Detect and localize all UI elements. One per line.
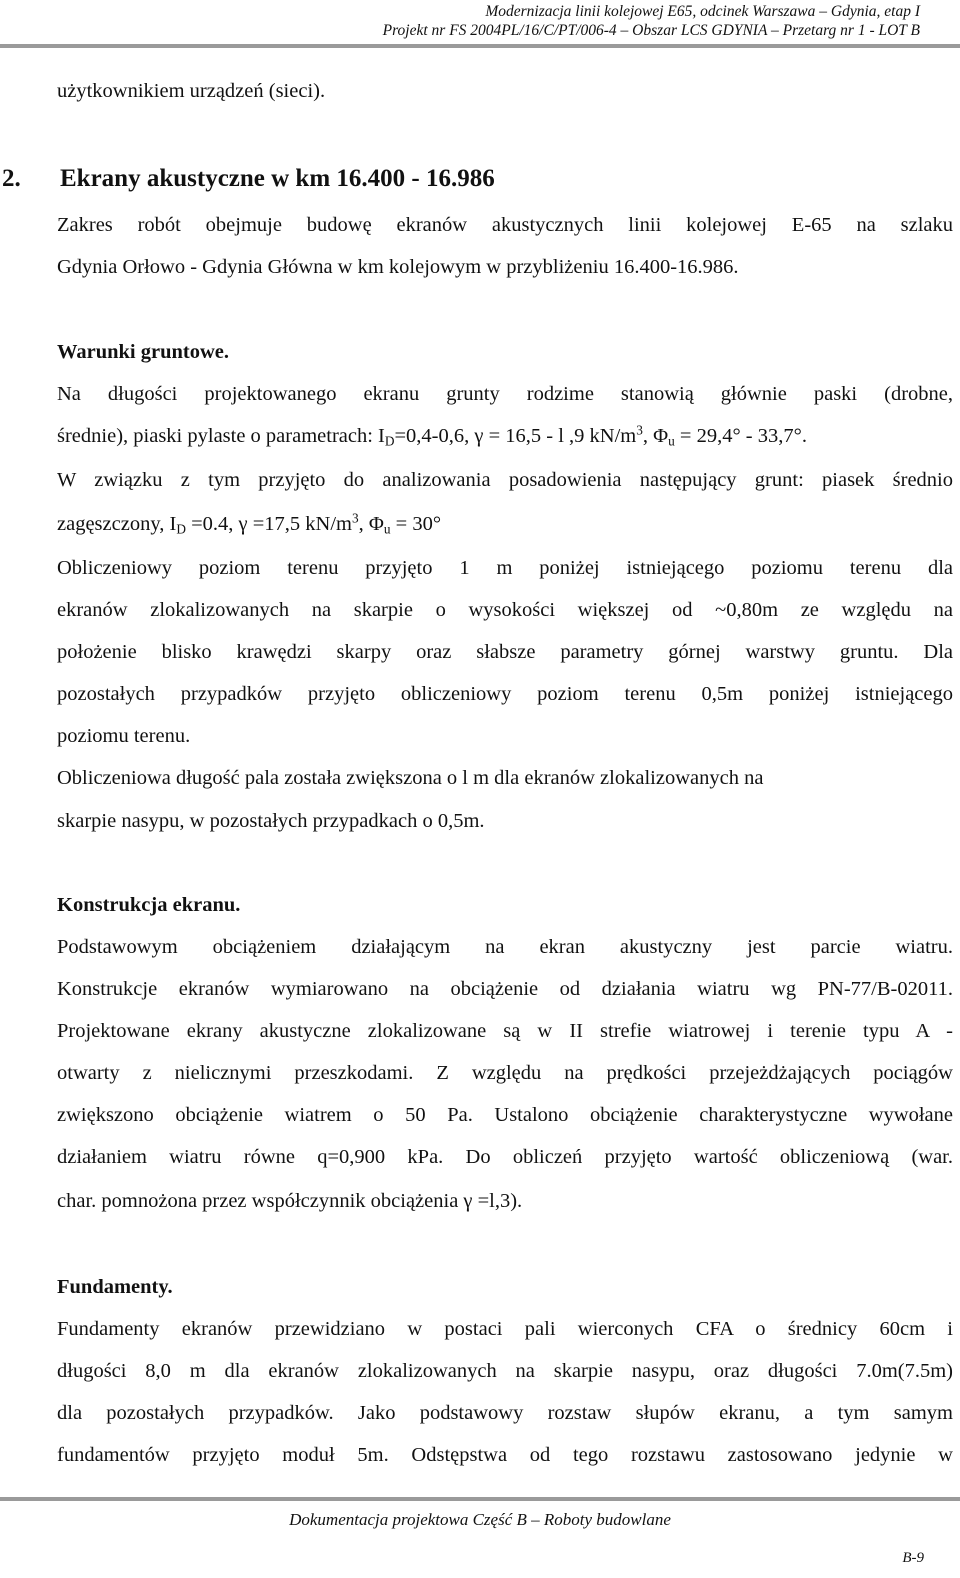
foundations-line: Fundamenty ekranów przewidziano w postaci pali wierconych CFA o średnicy 60cm i bbox=[57, 1318, 953, 1340]
running-footer: Dokumentacja projektowa Część B – Roboty budowlane bbox=[289, 1510, 671, 1529]
pile-length-line-2: skarpie nasypu, w pozostałych przypadkach o 0,5m. bbox=[57, 810, 485, 832]
page-number: B-9 bbox=[902, 1550, 924, 1566]
design-level-line-3: położenie blisko krawędzi skarpy oraz słabsze parametry górnej warstwy gruntu. Dla bbox=[57, 641, 953, 663]
construction-line: Projektowane ekrany akustyczne zlokalizowane są w II strefie wiatrowej i terenie typu A - bbox=[57, 1020, 953, 1042]
running-header-title: Modernizacja linii kolejowej E65, odcinek Warszawa – Gdynia, etap I bbox=[485, 3, 920, 20]
construction-line: zwiększono obciążenie wiatrem o 50 Pa. Ustalono obciążenie charakterystyczne wywołane bbox=[57, 1104, 953, 1126]
design-level-line-4: pozostałych przypadków przyjęto obliczeniowy poziom terenu 0,5m poniżej istniejącego bbox=[57, 683, 953, 705]
design-level-line-5: poziomu terenu. bbox=[57, 725, 191, 747]
foundations-line: fundamentów przyjęto moduł 5m. Odstępstwa od tego rozstawu zastosowano jedynie w bbox=[57, 1444, 953, 1466]
soil-line-1: Na długości projektowanego ekranu grunty rodzime stanowią głównie paski (drobne, bbox=[57, 383, 953, 405]
foundations-line: dla pozostałych przypadków. Jako podstawowy rozstaw słupów ekranu, a tym samym bbox=[57, 1402, 953, 1424]
footer-rule bbox=[0, 1497, 960, 1501]
construction-line: Podstawowym obciążeniem działającym na ekran akustyczny jest parcie wiatru. bbox=[57, 936, 953, 958]
soil-heading: Warunki gruntowe. bbox=[57, 341, 229, 363]
soil-line-2: średnie), piaski pylaste o parametrach: $I_D=0,4-0,6$, γ = 16,5 - l ,9 $kN/m^3$, $\Phi_u = 29,4^\circ - 33,7^\circ$. bbox=[57, 422, 807, 449]
scope-line-1: Zakres robót obejmuje budowę ekranów akustycznych linii kolejowej E-65 na szlaku bbox=[57, 214, 953, 236]
intro-line: użytkownikiem urządzeń (sieci). bbox=[57, 80, 326, 102]
foundations-heading: Fundamenty. bbox=[57, 1276, 173, 1298]
section-title: Ekrany akustyczne w km 16.400 - 16.986 bbox=[60, 165, 495, 192]
soil-line-4: zagęszczony, $I_D =0.4$, γ =17,5 $kN/m^3$, $\Phi_u = 30^\circ$ bbox=[57, 510, 442, 537]
construction-line: działaniem wiatru równe q=0,900 kPa. Do obliczeń przyjęto wartość obliczeniową (war. bbox=[57, 1146, 953, 1168]
construction-line-last: char. pomnożona przez współczynnik obciążenia γ =l,3). bbox=[57, 1190, 523, 1212]
pile-length-line-1: Obliczeniowa długość pala została zwiększona o l m dla ekranów zlokalizowanych na bbox=[57, 767, 764, 789]
running-header-project: Projekt nr FS 2004PL/16/C/PT/006-4 – Obszar LCS GDYNIA – Przetarg nr 1 - LOT B bbox=[382, 22, 920, 39]
design-level-line-1: Obliczeniowy poziom terenu przyjęto 1 m poniżej istniejącego poziomu terenu dla bbox=[57, 557, 953, 579]
foundations-line: długości 8,0 m dla ekranów zlokalizowanych na skarpie nasypu, oraz długości 7.0m(7.5m) bbox=[57, 1360, 953, 1382]
scope-line-2: Gdynia Orłowo - Gdynia Główna w km kolejowym w przybliżeniu 16.400-16.986. bbox=[57, 256, 739, 278]
construction-line: otwarty z nielicznymi przeszkodami. Z względu na prędkości przejeżdżających pociągów bbox=[57, 1062, 953, 1084]
construction-line: Konstrukcje ekranów wymiarowano na obciążenie od działania wiatru wg PN-77/B-02011. bbox=[57, 978, 953, 1000]
soil-line-3: W związku z tym przyjęto do analizowania posadowienia następujący grunt: piasek średnio bbox=[57, 469, 953, 491]
section-number: 2. bbox=[2, 165, 21, 192]
header-rule bbox=[0, 44, 960, 48]
design-level-line-2: ekranów zlokalizowanych na skarpie o wysokości większej od ~0,80m ze względu na bbox=[57, 599, 953, 621]
construction-heading: Konstrukcja ekranu. bbox=[57, 894, 241, 916]
